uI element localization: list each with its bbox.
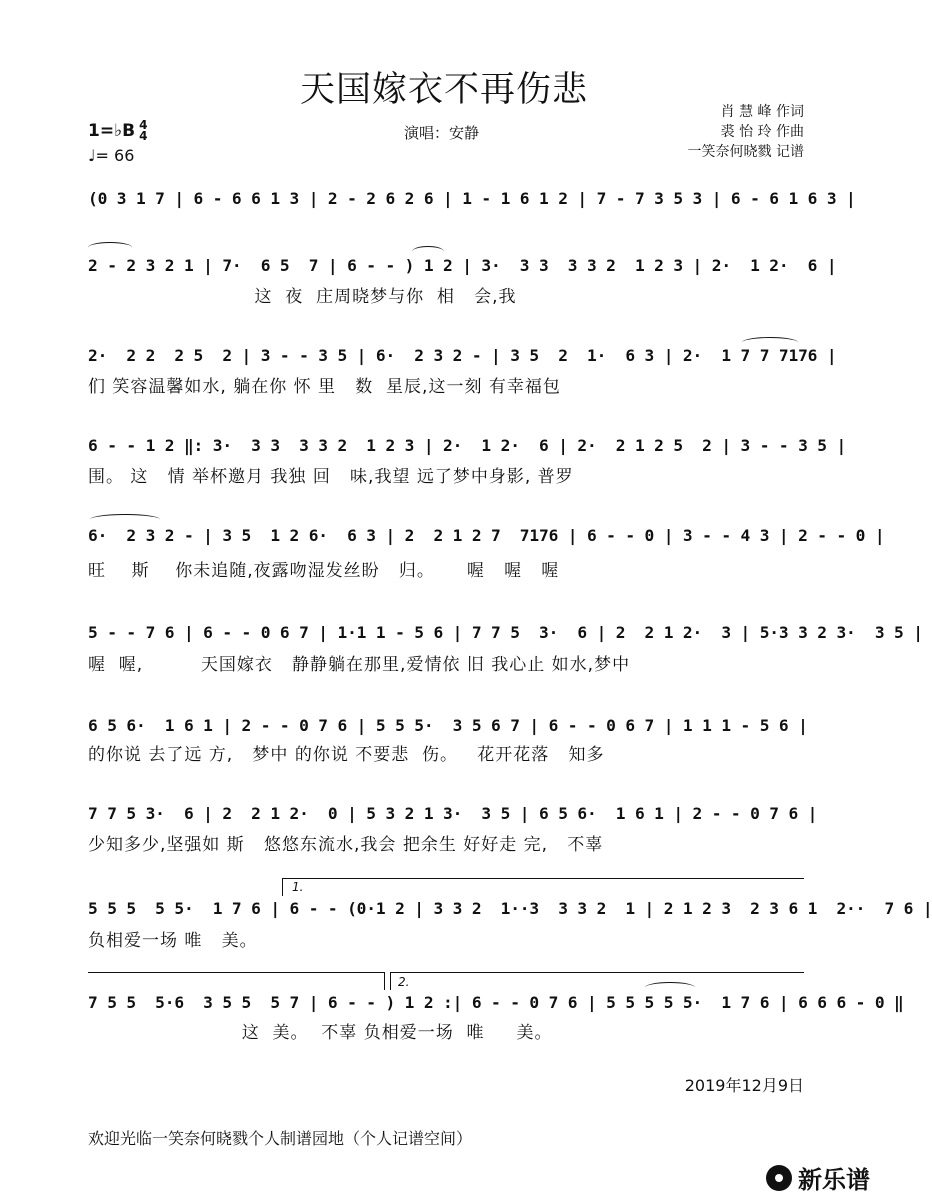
score-line-5-notes: 6· 2 3 2 - | 3 5 1 2 6· 6 3 | 2 2 1 2 7 7176 | 6 - - 0 | 3 - - 4 3 | 2 - - 0 | (88, 526, 885, 545)
ending-1-bracket-end (384, 972, 385, 990)
score-line-6-notes: 5 - - 7 6 | 6 - - 0 6 7 | 1·1 1 - 5 6 | 7 7 5 3· 6 | 2 2 1 2· 3 | 5·3 3 2 3· 3 5 | (88, 623, 923, 642)
score-line-10-lyrics: 这 美。 不辜 负相爱一场 唯 美。 (88, 1023, 553, 1043)
score-line-7-lyrics: 的你说 去了远 方, 梦中 的你说 不要悲 伤。 花开花落 知多 (88, 745, 605, 765)
score-line-7-notes: 6 5 6· 1 6 1 | 2 - - 0 7 6 | 5 5 5· 3 5 6 7 | 6 - - 0 6 7 | 1 1 1 - 5 6 | (88, 716, 808, 735)
score-line-4-lyrics: 围。 这 情 举杯邀月 我独 回 味,我望 远了梦中身影, 普罗 (88, 467, 574, 487)
ending-1-bracket-tick (282, 878, 283, 896)
ending-1-bracket (282, 878, 804, 879)
ending-1-label: 1. (292, 880, 304, 894)
score-line-1-notes: (0 3 1 7 | 6 - 6 6 1 3 | 2 - 2 6 2 6 | 1 - 1 6 1 2 | 7 - 7 3 5 3 | 6 - 6 1 6 3 | (88, 189, 856, 208)
slur-mark (645, 982, 695, 993)
score-line-8-lyrics: 少知多少,坚强如 斯 悠悠东流水,我会 把余生 好好走 完, 不辜 (88, 835, 604, 855)
slur-mark (90, 514, 160, 525)
composer-credit: 裘 怡 玲 作曲 (720, 124, 804, 140)
score-line-9-notes: 5 5 5 5 5· 1 7 6 | 6 - - (0·1 2 | 3 3 2 1··3 3 3 2 1 | 2 1 2 3 2 3 6 1 2·· 7 6 | (88, 899, 932, 918)
score-line-5-lyrics: 旺 斯 你未追随,夜露吻湿发丝盼 归。 喔 喔 喔 (88, 561, 560, 581)
date-stamp: 2019年12月9日 (684, 1076, 804, 1095)
score-line-3-notes: 2· 2 2 2 5 2 | 3 - - 3 5 | 6· 2 3 2 - | 3 5 2 1· 6 3 | 2· 1 7 7 7176 | (88, 346, 837, 365)
slur-mark (88, 242, 132, 253)
page-title: 天国嫁衣不再伤悲 (299, 70, 588, 110)
key-signature (88, 120, 147, 142)
welcome-text: 欢迎光临一笑奈何晓戮个人制谱园地（个人记谱空间） (88, 1129, 473, 1148)
time-signature (139, 120, 147, 142)
time-bottom: 4 (139, 129, 148, 143)
transcriber-credit: 一笑奈何晓戮 记谱 (687, 144, 804, 160)
key-label: 1=♭B (88, 121, 136, 141)
time-top: 4 (139, 118, 148, 132)
slur-mark (742, 337, 798, 348)
lyricist-credit: 肖 慧 峰 作词 (720, 104, 804, 120)
score-line-10-notes: 7 5 5 5·6 3 5 5 5 7 | 6 - - ) 1 2 :| 6 - - 0 7 6 | 5 5 5 5 5· 1 7 6 | 6 6 6 - 0 ‖ (88, 993, 904, 1012)
score-line-6-lyrics: 喔 喔, 天国嫁衣 静静躺在那里,爱情依 旧 我心止 如水,梦中 (88, 655, 631, 675)
score-line-2-lyrics: 这 夜 庄周晓梦与你 相 会,我 (88, 287, 517, 307)
site-logo-text: 新乐谱 (798, 1166, 870, 1194)
score-line-4-notes: 6 - - 1 2 ‖: 3· 3 3 3 3 2 1 2 3 | 2· 1 2· 6 | 2· 2 1 2 5 2 | 3 - - 3 5 | (88, 436, 847, 455)
score-line-9-lyrics: 负相爱一场 唯 美。 (88, 931, 258, 951)
score-line-2-notes: 2 - 2 3 2 1 | 7· 6 5 7 | 6 - - ) 1 2 | 3· 3 3 3 3 2 1 2 3 | 2· 1 2· 6 | (88, 256, 837, 275)
score-line-8-notes: 7 7 5 3· 6 | 2 2 1 2· 0 | 5 3 2 1 3· 3 5 | 6 5 6· 1 6 1 | 2 - - 0 7 6 | (88, 804, 818, 823)
ending-2-bracket-tick (390, 972, 391, 990)
slur-mark (412, 246, 444, 257)
ending-1-bracket-continued (88, 972, 384, 973)
tempo-marking: ♩= 66 (88, 146, 135, 165)
credits (654, 102, 804, 162)
site-logo (766, 1160, 870, 1195)
music-disc-icon (766, 1165, 792, 1191)
ending-2-label: 2. (398, 975, 410, 989)
singer-credit: 演唱：安静 (404, 124, 480, 142)
ending-2-bracket (390, 972, 804, 973)
score-line-3-lyrics: 们 笑容温馨如水, 躺在你 怀 里 数 星辰,这一刻 有幸福包 (88, 377, 561, 397)
